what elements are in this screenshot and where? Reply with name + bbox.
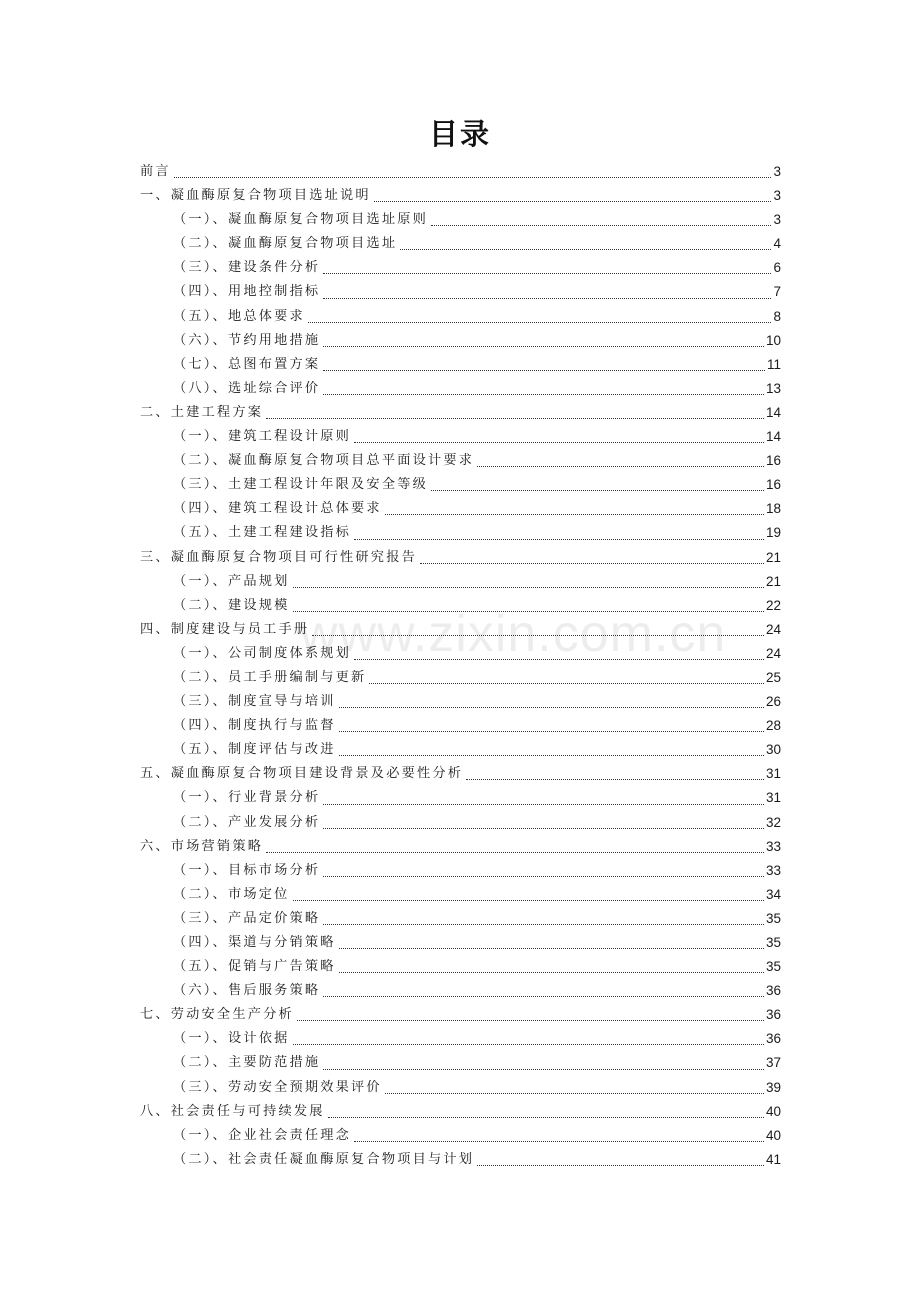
dot-leader xyxy=(291,1027,766,1051)
toc-subentry[interactable] xyxy=(140,353,781,377)
dot-leader xyxy=(383,1076,766,1100)
dot-leader xyxy=(321,907,766,931)
toc-entry-label: （六）、售后服务策略 xyxy=(173,983,321,999)
toc-entry[interactable] xyxy=(140,1003,781,1027)
dot-leader xyxy=(264,835,766,859)
toc-page-number: 19 xyxy=(765,525,781,541)
toc-entry-label: （五）、地总体要求 xyxy=(173,308,305,324)
toc-entry-label: （一）、企业社会责任理念 xyxy=(173,1127,352,1143)
toc-page-number: 3 xyxy=(773,188,781,204)
toc-subentry[interactable] xyxy=(140,208,781,232)
toc-page-number: 36 xyxy=(765,983,781,999)
dot-leader xyxy=(372,184,773,208)
dot-leader xyxy=(321,329,766,353)
toc-page-number: 39 xyxy=(765,1079,781,1095)
toc-entry-label: （三）、建设条件分析 xyxy=(173,260,321,276)
toc-subentry[interactable] xyxy=(140,931,781,955)
toc-page-number: 10 xyxy=(765,332,781,348)
dot-leader xyxy=(352,1124,766,1148)
toc-entry-label: （一）、公司制度体系规划 xyxy=(173,645,352,661)
toc-page-number: 6 xyxy=(773,260,781,276)
toc-subentry[interactable] xyxy=(140,280,781,304)
page-title: 目录 xyxy=(428,117,491,151)
toc-subentry[interactable] xyxy=(140,642,781,666)
dot-leader xyxy=(321,979,766,1003)
dot-leader xyxy=(352,642,766,666)
toc-entry-label: （一）、目标市场分析 xyxy=(173,862,321,878)
dot-leader xyxy=(326,1100,766,1124)
toc-entry-label: （二）、凝血酶原复合物项目选址 xyxy=(173,236,398,252)
toc-subentry[interactable] xyxy=(140,521,781,545)
dot-leader xyxy=(321,786,766,810)
toc-subentry[interactable] xyxy=(140,232,781,256)
toc-entry-label: （四）、制度执行与监督 xyxy=(173,718,336,734)
toc-entry-label: 七、劳动安全生产分析 xyxy=(140,1007,294,1023)
toc-page-number: 28 xyxy=(765,718,781,734)
dot-leader xyxy=(429,473,766,497)
toc-entry-label: （二）、员工手册编制与更新 xyxy=(173,669,367,685)
dot-leader xyxy=(337,714,766,738)
toc-entry[interactable] xyxy=(140,160,781,184)
toc-entry-label: （一）、产品规划 xyxy=(173,573,290,589)
dot-leader xyxy=(306,305,773,329)
toc-subentry[interactable] xyxy=(140,1076,781,1100)
dot-leader xyxy=(418,546,766,570)
toc-subentry[interactable] xyxy=(140,329,781,353)
toc-page-number: 36 xyxy=(765,1031,781,1047)
toc-entry[interactable] xyxy=(140,546,781,570)
toc-page-number: 22 xyxy=(765,597,781,613)
dot-leader xyxy=(429,208,773,232)
dot-leader xyxy=(321,859,766,883)
toc-entry-label: （二）、主要防范措施 xyxy=(173,1055,321,1071)
toc-page-number: 35 xyxy=(765,910,781,926)
toc-page-number: 21 xyxy=(765,549,781,565)
toc-subentry[interactable] xyxy=(140,1027,781,1051)
toc-entry-label: （五）、促销与广告策略 xyxy=(173,959,336,975)
toc-subentry[interactable] xyxy=(140,690,781,714)
toc-entry-label: （七）、总图布置方案 xyxy=(173,356,321,372)
dot-leader xyxy=(337,931,766,955)
toc-page-number: 40 xyxy=(765,1103,781,1119)
toc-page-number: 11 xyxy=(766,356,781,372)
dot-leader xyxy=(172,160,773,184)
toc-subentry[interactable] xyxy=(140,305,781,329)
toc-subentry[interactable] xyxy=(140,497,781,521)
dot-leader xyxy=(475,1148,766,1172)
toc-page-number: 36 xyxy=(765,1007,781,1023)
toc-entry-label: 三、凝血酶原复合物项目可行性研究报告 xyxy=(140,549,417,565)
dot-leader xyxy=(321,280,773,304)
dot-leader xyxy=(337,690,766,714)
toc-subentry[interactable] xyxy=(140,738,781,762)
toc-page-number: 3 xyxy=(773,212,781,228)
toc-subentry[interactable] xyxy=(140,1051,781,1075)
toc-page-number: 33 xyxy=(765,862,781,878)
toc-page-number: 7 xyxy=(773,284,781,300)
toc-subentry[interactable] xyxy=(140,907,781,931)
dot-leader xyxy=(464,762,766,786)
toc-entry-label: （四）、用地控制指标 xyxy=(173,284,321,300)
toc-entry-label: （二）、凝血酶原复合物项目总平面设计要求 xyxy=(173,453,475,469)
dot-leader xyxy=(337,738,766,762)
dot-leader xyxy=(398,232,773,256)
watermark: www.zixin.com.cn xyxy=(300,605,727,663)
toc-entry[interactable] xyxy=(140,1100,781,1124)
dot-leader xyxy=(264,401,766,425)
dot-leader xyxy=(475,449,766,473)
toc-page-number: 21 xyxy=(765,573,781,589)
dot-leader xyxy=(352,521,766,545)
toc-subentry[interactable] xyxy=(140,377,781,401)
toc-subentry[interactable] xyxy=(140,1148,781,1172)
dot-leader xyxy=(352,425,766,449)
toc-page-number: 24 xyxy=(765,645,781,661)
toc-entry-label: 一、凝血酶原复合物项目选址说明 xyxy=(140,188,371,204)
toc-entry-label: 五、凝血酶原复合物项目建设背景及必要性分析 xyxy=(140,766,464,782)
toc-entry-label: 二、土建工程方案 xyxy=(140,404,264,420)
toc-entry-label: （二）、建设规模 xyxy=(173,597,290,613)
dot-leader xyxy=(310,618,766,642)
table-of-contents xyxy=(140,160,781,1172)
toc-page-number: 31 xyxy=(765,790,781,806)
toc-entry-label: （三）、产品定价策略 xyxy=(173,910,321,926)
toc-subentry[interactable] xyxy=(140,256,781,280)
toc-entry-label: 四、制度建设与员工手册 xyxy=(140,621,310,637)
dot-leader xyxy=(321,377,766,401)
toc-subentry[interactable] xyxy=(140,955,781,979)
toc-entry-label: （一）、凝血酶原复合物项目选址原则 xyxy=(173,212,428,228)
toc-entry-label: （四）、建筑工程设计总体要求 xyxy=(173,501,382,517)
toc-entry[interactable] xyxy=(140,401,781,425)
toc-entry-label: 八、社会责任与可持续发展 xyxy=(140,1103,325,1119)
toc-entry-label: （三）、制度宣导与培训 xyxy=(173,694,336,710)
toc-subentry[interactable] xyxy=(140,714,781,738)
dot-leader xyxy=(383,497,766,521)
toc-subentry[interactable] xyxy=(140,594,781,618)
toc-subentry[interactable] xyxy=(140,570,781,594)
toc-page-number: 4 xyxy=(773,236,781,252)
toc-entry-label: 六、市场营销策略 xyxy=(140,838,264,854)
toc-entry-label: （一）、行业背景分析 xyxy=(173,790,321,806)
dot-leader xyxy=(337,955,766,979)
toc-entry-label: （三）、劳动安全预期效果评价 xyxy=(173,1079,382,1095)
toc-entry[interactable] xyxy=(140,618,781,642)
toc-entry-label: （二）、产业发展分析 xyxy=(173,814,321,830)
toc-page-number: 18 xyxy=(765,501,781,517)
dot-leader xyxy=(367,666,766,690)
toc-entry-label: （四）、渠道与分销策略 xyxy=(173,935,336,950)
toc-subentry[interactable] xyxy=(140,473,781,497)
toc-subentry[interactable] xyxy=(140,979,781,1003)
toc-page-number: 34 xyxy=(765,886,781,902)
toc-page-number: 40 xyxy=(765,1127,781,1143)
toc-entry[interactable] xyxy=(140,762,781,786)
toc-entry-label: （五）、制度评估与改进 xyxy=(173,742,336,758)
toc-entry-label: （五）、土建工程建设指标 xyxy=(173,525,352,541)
toc-entry-label: （一）、设计依据 xyxy=(173,1031,290,1047)
toc-entry-label: （三）、土建工程设计年限及安全等级 xyxy=(173,477,428,493)
toc-page-number: 14 xyxy=(765,429,781,445)
toc-subentry[interactable] xyxy=(140,1124,781,1148)
toc-entry[interactable] xyxy=(140,835,781,859)
toc-entry-label: （六）、节约用地措施 xyxy=(173,332,321,348)
dot-leader xyxy=(291,883,766,907)
toc-page-number: 33 xyxy=(765,838,781,854)
toc-subentry[interactable] xyxy=(140,859,781,883)
toc-page-number: 30 xyxy=(765,742,781,758)
toc-page-number: 16 xyxy=(765,477,781,493)
dot-leader xyxy=(291,594,766,618)
toc-subentry[interactable] xyxy=(140,666,781,690)
toc-page-number: 41 xyxy=(765,1151,781,1167)
toc-subentry[interactable] xyxy=(140,811,781,835)
toc-page-number: 24 xyxy=(765,621,781,637)
dot-leader xyxy=(321,1051,766,1075)
toc-entry-label: （二）、市场定位 xyxy=(173,886,290,902)
dot-leader xyxy=(291,570,766,594)
toc-subentry[interactable] xyxy=(140,786,781,810)
dot-leader xyxy=(321,353,767,377)
toc-entry-label: 前言 xyxy=(140,164,171,179)
toc-page-number: 26 xyxy=(765,694,781,710)
toc-page-number: 8 xyxy=(773,308,781,324)
toc-entry-label: （一）、建筑工程设计原则 xyxy=(173,429,352,445)
toc-page-number: 16 xyxy=(765,453,781,469)
toc-page-number: 3 xyxy=(773,164,781,179)
toc-subentry[interactable] xyxy=(140,449,781,473)
toc-subentry[interactable] xyxy=(140,883,781,907)
toc-page-number: 35 xyxy=(765,935,781,950)
toc-page-number: 25 xyxy=(765,669,781,685)
toc-page-number: 32 xyxy=(765,814,781,830)
dot-leader xyxy=(321,811,766,835)
toc-page-number: 37 xyxy=(765,1055,781,1071)
toc-page-number: 14 xyxy=(765,404,781,420)
toc-page-number: 35 xyxy=(765,959,781,975)
toc-entry-label: （八）、选址综合评价 xyxy=(173,380,321,396)
toc-page-number: 13 xyxy=(765,380,781,396)
toc-entry[interactable] xyxy=(140,184,781,208)
toc-entry-label: （二）、社会责任凝血酶原复合物项目与计划 xyxy=(173,1151,475,1167)
dot-leader xyxy=(295,1003,766,1027)
toc-subentry[interactable] xyxy=(140,425,781,449)
dot-leader xyxy=(321,256,773,280)
toc-page-number: 31 xyxy=(765,766,781,782)
